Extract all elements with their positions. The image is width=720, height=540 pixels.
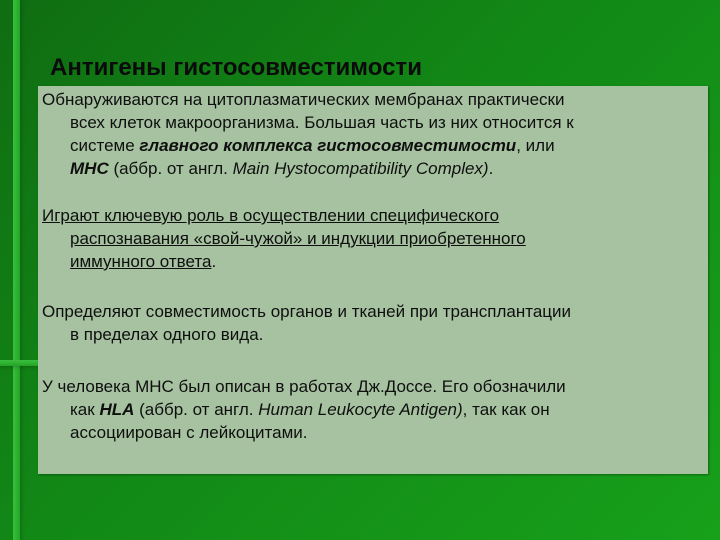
p1-line-3-pre: системе [70, 136, 140, 155]
paragraph-immune-role [42, 204, 702, 273]
p2-line-3-text: иммунного ответа [70, 252, 212, 271]
paragraph-transplant [42, 300, 702, 346]
p1-line-3-post: , или [516, 136, 555, 155]
p2-line-3-post: . [211, 252, 217, 271]
p4-line-2-mid: (аббр. от англ. [134, 400, 259, 419]
p1-line-4-post: . [488, 159, 494, 178]
p4-line-2-post: , так как он [462, 400, 550, 419]
p3-line-1: Определяют совместимость органов и тканей при трансплантации [42, 302, 572, 321]
hla-english-name: Human Leukocyte Antigen) [258, 400, 463, 419]
p2-line-2-text: распознавания «свой-чужой» и индукции приобретенного [70, 229, 526, 248]
p4-line-2 [42, 398, 702, 421]
content-box [38, 86, 708, 474]
hla-abbreviation: HLA [99, 400, 135, 419]
p4-line-3: ассоциирован с лейкоцитами. [70, 423, 308, 442]
p3-line-2: в пределах одного вида. [70, 325, 264, 344]
slide-title: Антигены гистосовместимости [50, 54, 422, 81]
p2-line-2 [42, 227, 702, 250]
p1-line-4 [42, 157, 702, 180]
p1-line-1: Обнаруживаются на цитоплазматических мембранах практически [42, 90, 565, 109]
paragraph-mhc-location [42, 88, 702, 180]
paragraph-hla [42, 375, 702, 444]
p1-line-3 [42, 134, 702, 157]
mhc-english-name: Main Hystocompatibility Complex) [232, 159, 489, 178]
p4-line-1: У человека МНС был описан в работах Дж.Доссе. Его обозначили [42, 377, 566, 396]
decorative-vertical-bar [13, 0, 20, 540]
mhc-term-emphasis: главного комплекса гистосовместимости [139, 136, 517, 155]
mhc-abbreviation: МНС [70, 159, 109, 178]
p4-line-2-pre: как [70, 400, 100, 419]
p1-line-2: всех клеток макроорганизма. Большая часть из них относится к [70, 113, 574, 132]
p2-line-1: Играют ключевую роль в осуществлении специфического [42, 206, 500, 225]
p2-line-3 [42, 250, 702, 273]
p1-line-4-mid: (аббр. от англ. [108, 159, 233, 178]
